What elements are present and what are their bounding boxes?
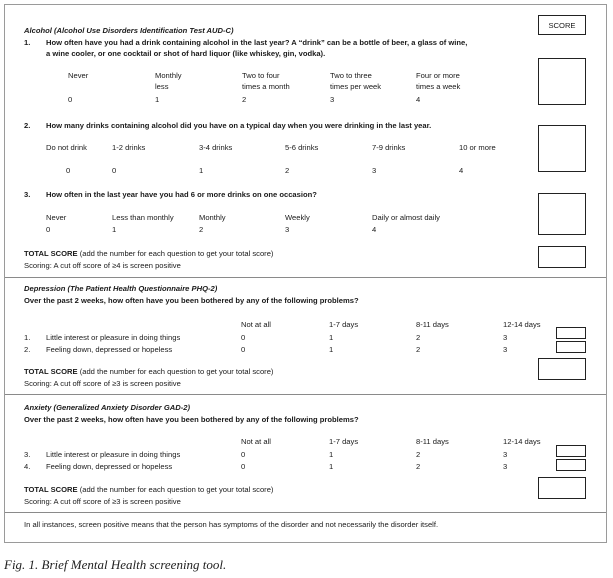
q3-option-value: 1 <box>112 225 117 234</box>
anxiety-item-number: 3. <box>24 450 31 459</box>
depression-item-value: 0 <box>241 345 246 354</box>
q2-option-label: 1-2 drinks <box>112 143 146 152</box>
depression-item-number: 2. <box>24 345 31 354</box>
alcohol-total-score-line <box>24 249 273 259</box>
alcohol-scoring-note: Scoring: A cut off score of ≥4 is screen positive <box>24 261 181 270</box>
q3-option-value: 4 <box>372 225 377 234</box>
anxiety-item-value: 2 <box>416 450 421 459</box>
q1-option-label-line2: times per week <box>330 82 382 91</box>
depression-item-value: 1 <box>329 345 334 354</box>
depression-item-value: 3 <box>503 345 508 354</box>
q2-option-label: 7-9 drinks <box>372 143 406 152</box>
depression-total-score-line <box>24 367 273 377</box>
q3-option-label: Daily or almost daily <box>372 213 440 222</box>
section-divider <box>5 394 606 395</box>
depression-item-value: 2 <box>416 345 421 354</box>
anxiety-item-value: 1 <box>329 462 334 471</box>
alcohol-q1-line1: How often have you had a drink containing alcohol in the last year? A “drink” can be a bottle of beer, a glass of wine, <box>46 38 468 47</box>
anxiety-item-value: 3 <box>503 462 508 471</box>
q1-option-label-line2: times a week <box>416 82 461 91</box>
depression-item-value: 3 <box>503 333 508 342</box>
depression-item-value: 1 <box>329 333 334 342</box>
q3-option-value: 2 <box>199 225 204 234</box>
q3-option-value: 0 <box>46 225 51 234</box>
q1-option-value: 0 <box>68 95 73 104</box>
q2-option-value: 3 <box>372 166 377 175</box>
alcohol-total-score-box[interactable] <box>538 246 586 268</box>
q3-option-label: Monthly <box>199 213 226 222</box>
alcohol-q1-line2: a wine cooler, or one cocktail or shot of hard liquor (like whiskey, gin, vodka). <box>46 49 326 58</box>
depression-column-header: 12-14 days <box>503 320 541 329</box>
q3-option-label: Weekly <box>285 213 310 222</box>
q1-option-label: Two to three <box>330 71 372 80</box>
anxiety-item-value: 1 <box>329 450 334 459</box>
q2-option-value: 0 <box>112 166 117 175</box>
q3-option-label: Less than monthly <box>112 213 174 222</box>
total-score-instruction: (add the number for each question to get your total score) <box>77 485 274 494</box>
anxiety-item-4-score-box[interactable] <box>556 459 586 471</box>
q1-option-value: 4 <box>416 95 421 104</box>
anxiety-item-3-score-box[interactable] <box>556 445 586 457</box>
depression-scoring-note: Scoring: A cut off score of ≥3 is screen positive <box>24 379 181 388</box>
q1-option-value: 3 <box>330 95 335 104</box>
anxiety-item-text: Little interest or pleasure in doing things <box>46 450 181 459</box>
alcohol-section-title: Alcohol (Alcohol Use Disorders Identification Test AUD-C) <box>24 26 234 35</box>
anxiety-column-header: 1-7 days <box>329 437 359 446</box>
q1-option-label: Never <box>68 71 89 80</box>
score-header-label: SCORE <box>548 21 576 30</box>
anxiety-column-header: 8-11 days <box>416 437 449 446</box>
q2-option-label: 3-4 drinks <box>199 143 233 152</box>
depression-total-score-box[interactable] <box>538 358 586 380</box>
q1-option-label: Monthly <box>155 71 182 80</box>
score-header-box <box>538 15 586 35</box>
depression-item-2-score-box[interactable] <box>556 341 586 353</box>
anxiety-total-score-line <box>24 485 273 495</box>
q2-option-label: 10 or more <box>459 143 496 152</box>
q2-option-value: 2 <box>285 166 290 175</box>
q1-option-label-line2: times a month <box>242 82 290 91</box>
alcohol-q1-number: 1. <box>24 38 31 47</box>
total-score-label: TOTAL SCORE <box>24 249 78 258</box>
depression-item-value: 0 <box>241 333 246 342</box>
depression-subtitle: Over the past 2 weeks, how often have you been bothered by any of the following problems? <box>24 296 359 305</box>
alcohol-q3-score-box[interactable] <box>538 193 586 235</box>
q1-option-value: 2 <box>242 95 247 104</box>
q2-option-value: 0 <box>66 166 71 175</box>
alcohol-q2-text: How many drinks containing alcohol did you have on a typical day when you were drinking in the last year. <box>46 121 432 130</box>
alcohol-q1-score-box[interactable] <box>538 58 586 105</box>
anxiety-item-value: 3 <box>503 450 508 459</box>
depression-section-title: Depression (The Patient Health Questionnaire PHQ-2) <box>24 284 218 293</box>
alcohol-q2-number: 2. <box>24 121 31 130</box>
alcohol-q2-score-box[interactable] <box>538 125 586 172</box>
anxiety-subtitle: Over the past 2 weeks, how often have you been bothered by any of the following problems? <box>24 415 359 424</box>
anxiety-section-title: Anxiety (Generalized Anxiety Disorder GAD-2) <box>24 403 190 412</box>
q1-option-label-line2: less <box>155 82 169 91</box>
q2-option-label: Do not drink <box>46 143 87 152</box>
anxiety-scoring-note: Scoring: A cut off score of ≥3 is screen positive <box>24 497 181 506</box>
q1-option-label: Four or more <box>416 71 460 80</box>
anxiety-item-value: 0 <box>241 462 246 471</box>
q2-option-value: 4 <box>459 166 464 175</box>
depression-column-header: 1-7 days <box>329 320 359 329</box>
depression-item-value: 2 <box>416 333 421 342</box>
footnote: In all instances, screen positive means that the person has symptoms of the disorder and not necessarily the disorder itself. <box>24 520 439 529</box>
anxiety-column-header: 12-14 days <box>503 437 541 446</box>
figure-caption: Fig. 1. Brief Mental Health screening tool. <box>4 557 227 572</box>
depression-column-header: Not at all <box>241 320 271 329</box>
anxiety-column-header: Not at all <box>241 437 271 446</box>
anxiety-item-value: 2 <box>416 462 421 471</box>
q2-option-value: 1 <box>199 166 204 175</box>
section-divider <box>5 277 606 278</box>
total-score-instruction: (add the number for each question to get your total score) <box>77 367 274 376</box>
depression-item-text: Little interest or pleasure in doing things <box>46 333 181 342</box>
anxiety-total-score-box[interactable] <box>538 477 586 499</box>
anxiety-item-text: Feeling down, depressed or hopeless <box>46 462 173 471</box>
depression-column-header: 8-11 days <box>416 320 449 329</box>
anxiety-item-value: 0 <box>241 450 246 459</box>
depression-item-text: Feeling down, depressed or hopeless <box>46 345 173 354</box>
q1-option-label: Two to four <box>242 71 280 80</box>
q1-option-value: 1 <box>155 95 160 104</box>
alcohol-q3-number: 3. <box>24 190 31 199</box>
q2-option-label: 5-6 drinks <box>285 143 319 152</box>
q3-option-value: 3 <box>285 225 290 234</box>
depression-item-number: 1. <box>24 333 31 342</box>
total-score-label: TOTAL SCORE <box>24 485 78 494</box>
section-divider <box>5 512 606 513</box>
anxiety-item-number: 4. <box>24 462 31 471</box>
total-score-label: TOTAL SCORE <box>24 367 78 376</box>
q3-option-label: Never <box>46 213 67 222</box>
alcohol-q3-text: How often in the last year have you had 6 or more drinks on one occasion? <box>46 190 317 199</box>
depression-item-1-score-box[interactable] <box>556 327 586 339</box>
total-score-instruction: (add the number for each question to get your total score) <box>77 249 274 258</box>
